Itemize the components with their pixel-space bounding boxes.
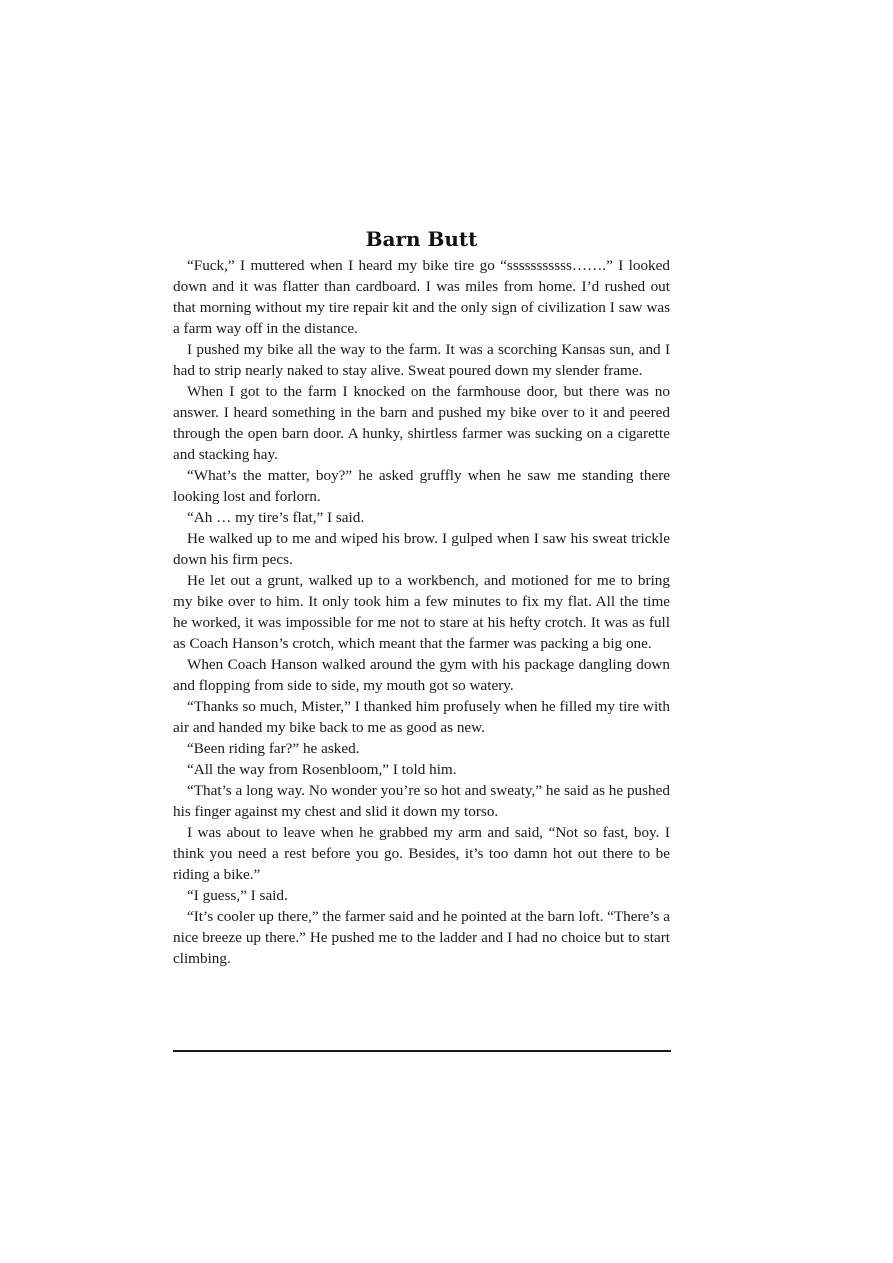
paragraph: “Fuck,” I muttered when I heard my bike tire go “sssssssssss…….” I looked down and it was flatter than cardboard. I was miles from home. I’d rushed out that morning without my tire repair kit and the only sign of civilization I saw was a farm way off in the distance. — [173, 257, 670, 337]
paragraph: “I guess,” I said. — [187, 887, 288, 904]
paragraph: When Coach Hanson walked around the gym with his package dangling down and flopping from side to side, my mouth got so watery. — [173, 656, 670, 694]
paragraph: “Been riding far?” he asked. — [187, 740, 360, 757]
paragraph: He walked up to me and wiped his brow. I gulped when I saw his sweat trickle down his firm pecs. — [173, 530, 670, 568]
paragraph: “Ah … my tire’s flat,” I said. — [187, 509, 365, 526]
story-body — [173, 255, 670, 969]
paragraph: I pushed my bike all the way to the farm. It was a scorching Kansas sun, and I had to strip nearly naked to stay alive. Sweat poured down my slender frame. — [173, 341, 670, 379]
paragraph: “It’s cooler up there,” the farmer said and he pointed at the barn loft. “There’s a nice breeze up there.” He pushed me to the ladder and I had no choice but to start climbing. — [173, 908, 670, 967]
paragraph: “That’s a long way. No wonder you’re so hot and sweaty,” he said as he pushed his finger against my chest and slid it down my torso. — [173, 782, 670, 820]
paragraph: “Thanks so much, Mister,” I thanked him profusely when he filled my tire with air and handed my bike back to me as good as new. — [173, 698, 670, 736]
paragraph: “What’s the matter, boy?” he asked gruffly when he saw me standing there looking lost and forlorn. — [173, 467, 670, 505]
paragraph: “All the way from Rosenbloom,” I told him. — [187, 761, 457, 778]
chapter-title: Barn Butt — [365, 227, 478, 251]
paragraph: When I got to the farm I knocked on the farmhouse door, but there was no answer. I heard something in the barn and pushed my bike over to it and peered through the open barn door. A hunky, shirtless farmer was sucking on a cigarette and stacking hay. — [173, 383, 670, 463]
paragraph: He let out a grunt, walked up to a workbench, and motioned for me to bring my bike over to him. It only took him a few minutes to fix my flat. All the time he worked, it was impossible for me not to stare at his hefty crotch. It was as full as Coach Hanson’s crotch, which meant that the farmer was packing a big one. — [173, 572, 670, 652]
bottom-rule — [173, 1050, 671, 1052]
paragraph: I was about to leave when he grabbed my arm and said, “Not so fast, boy. I think you need a rest before you go. Besides, it’s too damn hot out there to be riding a bike.” — [173, 824, 670, 883]
